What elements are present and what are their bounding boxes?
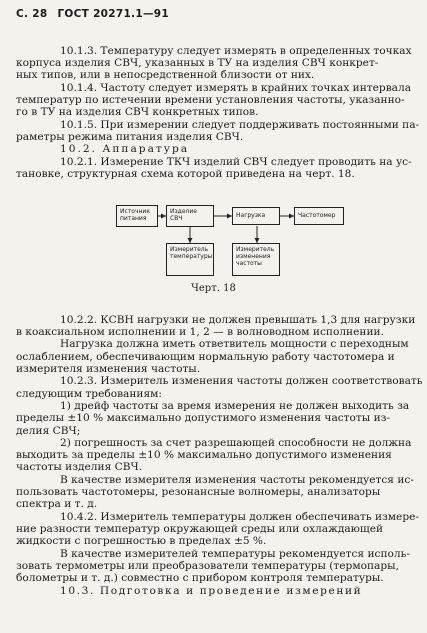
text-line: 10.4.2. Измеритель температуры должен обеспечивать измере- bbox=[60, 511, 419, 523]
text-line: болометры и т. д.) совместно с прибором контроля температуры. bbox=[16, 572, 384, 584]
text-line: ние разности температур окружающей среды или охлаждающей bbox=[16, 523, 384, 535]
text-line: 10.2.1. Измерение ТКЧ изделий СВЧ следует проводить на ус- bbox=[60, 156, 412, 168]
box-frequency-change-meter: Измеритель изменения частоты bbox=[232, 243, 280, 276]
box-temperature-meter: Измеритель температуры bbox=[166, 243, 214, 276]
text-line: делия СВЧ; bbox=[16, 425, 81, 437]
text-line: 10.1.5. При измерении следует поддерживать постоянными па- bbox=[60, 119, 420, 131]
text-line: спектра и т. д. bbox=[16, 498, 98, 510]
text-line: раметры режима питания изделия СВЧ. bbox=[16, 131, 244, 143]
text-line: тановке, структурная схема которой приведена на черт. 18. bbox=[16, 168, 355, 180]
standard-code: ГОСТ 20271.1—91 bbox=[57, 8, 170, 20]
text-line: 1) дрейф частоты за время измерения не должен выходить за bbox=[60, 400, 410, 412]
text-line: выходить за пределы ±10 % максимально допустимого изменения bbox=[16, 449, 392, 461]
text-line: зовать термометры или преобразователи температуры (термопары, bbox=[16, 560, 399, 572]
text-line: пределы ±10 % максимально допустимого изменения частоты из- bbox=[16, 412, 391, 424]
text-line: 10.1.3. Температуру следует измерять в определенных точках bbox=[60, 45, 412, 57]
figure-caption: Черт. 18 bbox=[191, 283, 236, 294]
page-number: С. 28 bbox=[16, 8, 48, 20]
text-line: в коаксиальном исполнении и 1, 2 — в волноводном исполнении. bbox=[16, 326, 384, 338]
text-line: ных типов, или в непосредственной близости от них. bbox=[16, 69, 315, 81]
text-line: температур по истечении времени установления частоты, указанно- bbox=[16, 94, 405, 106]
text-line: В качестве измерителей температуры рекомендуется исполь- bbox=[60, 548, 410, 560]
text-line: 10.2.2. КСВН нагрузки не должен превышать 1,3 для нагрузки bbox=[60, 314, 416, 326]
text-line: жидкости с погрешностью в пределах ±5 %. bbox=[16, 535, 267, 547]
box-load: Нагрузка bbox=[232, 207, 280, 225]
text-line: Нагрузка должна иметь ответвитель мощности с переходным bbox=[60, 338, 409, 350]
box-device-under-test: Изделие СВЧ bbox=[166, 205, 214, 227]
text-line: В качестве измерителя изменения частоты рекомендуется ис- bbox=[60, 474, 414, 486]
box-frequency-meter: Частотомер bbox=[294, 207, 344, 225]
text-line: 10.1.4. Частоту следует измерять в крайних точках интервала bbox=[60, 82, 412, 94]
text-line: корпуса изделия СВЧ, указанных в ТУ на изделия СВЧ конкрет- bbox=[16, 57, 379, 69]
text-line: измерителя изменения частоты. bbox=[16, 363, 201, 375]
text-line: го в ТУ на изделия СВЧ конкретных типов. bbox=[16, 106, 259, 118]
text-line: следующим требованиям: bbox=[16, 388, 162, 400]
text-line: ослаблением, обеспечивающим нормальную работу частотомера и bbox=[16, 351, 395, 363]
text-line: пользовать частотомеры, резонансные волномеры, анализаторы bbox=[16, 486, 381, 498]
text-line: 10.2.3. Измеритель изменения частоты должен соответствовать bbox=[60, 375, 423, 387]
section-heading: 10.3. Подготовка и проведение измерений bbox=[60, 585, 363, 597]
text-line: 2) погрешность за счет разрешающей способности не должна bbox=[60, 437, 412, 449]
text-line: частоты изделия СВЧ. bbox=[16, 461, 143, 473]
box-power-source: Источник питания bbox=[116, 205, 158, 227]
section-heading: 10.2. Аппаратура bbox=[60, 143, 190, 155]
